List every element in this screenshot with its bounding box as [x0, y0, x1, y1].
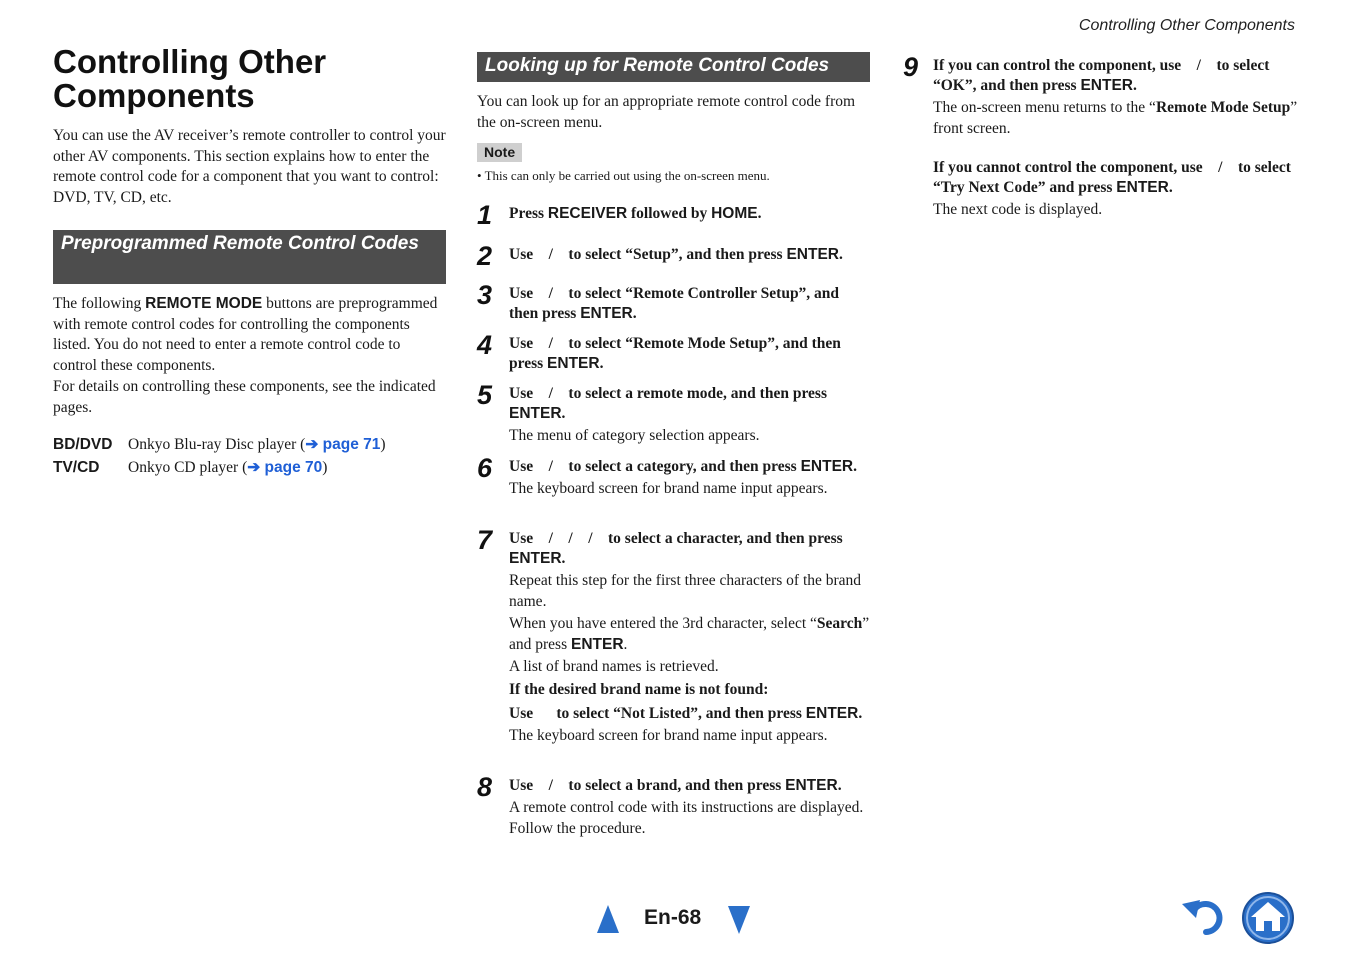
step-1: [477, 200, 870, 230]
step-number: 4: [477, 330, 493, 360]
details-paragraph: For details on controlling these components, see the indicated pages.: [53, 378, 436, 416]
remote-mode-keyword: REMOTE MODE: [145, 295, 263, 312]
page-link[interactable]: ➔ page 71: [305, 436, 381, 453]
step-number: 9: [903, 52, 919, 82]
step-number: 2: [477, 241, 493, 271]
preprogrammed-paragraph: The following REMOTE MODE buttons are preprogrammed with remote control codes for controlling the components listed. You do not need to enter a remote control code to control these components.: [53, 295, 438, 374]
section-heading-preprogrammed: Preprogrammed Remote Control Codes: [53, 230, 446, 284]
step-result: The menu of category selection appears.: [509, 427, 760, 444]
lookup-intro: You can look up for an appropriate remote control code from the on-screen menu.: [477, 93, 856, 131]
step-instruction: If you can control the component, use / to select “OK”, and then press ENTER.: [933, 57, 1274, 94]
remote-mode-desc: Onkyo CD player (➔ page 70): [128, 459, 328, 476]
step-number: 3: [477, 280, 493, 310]
step-result: The on-screen menu returns to the “Remote Mode Setup” front screen.: [933, 99, 1298, 137]
note-label: Note: [477, 143, 522, 162]
step-instruction: Use / to select a remote mode, and then press ENTER.: [509, 385, 831, 422]
home-icon[interactable]: [1241, 891, 1295, 945]
note-text: • This can only be carried out using the on-screen menu.: [477, 168, 770, 183]
alt-instruction: If you cannot control the component, use / to select “Try Next Code” and press ENTER.: [933, 159, 1295, 196]
sub-heading: If the desired brand name is not found:: [509, 680, 769, 698]
remote-mode-row: [53, 435, 446, 458]
step-instruction: Use / to select a brand, and then press ENTER.: [509, 777, 842, 794]
step-6: [477, 453, 870, 500]
remote-mode-desc: Onkyo Blu-ray Disc player (➔ page 71): [128, 436, 386, 453]
back-icon[interactable]: [1180, 894, 1230, 940]
step-number: 1: [477, 200, 493, 230]
page-number: En-68: [644, 906, 702, 929]
intro-paragraph: You can use the AV receiver’s remote controller to control your other AV components. This section explains how to enter the remote control code for a component that you want to control: DVD, TV, CD, etc.: [53, 127, 446, 206]
step-result: Repeat this step for the first three characters of the brand name.: [509, 572, 862, 610]
step-8: [477, 772, 870, 839]
step-9: [903, 52, 1298, 221]
page-link[interactable]: ➔ page 70: [247, 459, 323, 476]
step-instruction: Use / / / to select a character, and then press ENTER.: [509, 530, 847, 567]
running-header: Controlling Other Components: [1078, 17, 1295, 34]
step-3: [477, 280, 870, 324]
step-number: 5: [477, 380, 493, 410]
step-number: 6: [477, 453, 493, 483]
step-instruction: Press RECEIVER followed by HOME.: [509, 205, 762, 222]
step-number: 8: [477, 772, 493, 802]
step-7: [477, 525, 870, 746]
step-instruction: Use / to select “Remote Mode Setup”, and then press ENTER.: [509, 335, 845, 372]
step-4: [477, 330, 870, 374]
section-heading-lookup: Looking up for Remote Control Codes: [477, 52, 870, 82]
step-instruction: Use / to select “Remote Controller Setup”, and then press ENTER.: [509, 285, 843, 322]
remote-mode-key: BD/DVD: [53, 436, 113, 453]
step-result: The next code is displayed.: [933, 201, 1103, 218]
step-instruction: Use / to select a category, and then press ENTER.: [509, 458, 858, 475]
step-2: [477, 241, 870, 271]
step-result: A list of brand names is retrieved.: [509, 658, 719, 675]
page-title: Controlling Other Components: [53, 43, 327, 114]
step-5: [477, 380, 870, 447]
note-block: [477, 143, 870, 162]
step-result: When you have entered the 3rd character, select “Search” and press ENTER.: [509, 615, 870, 653]
remote-mode-list: [53, 435, 446, 481]
step-instruction: Use / to select “Setup”, and then press ENTER.: [509, 246, 843, 263]
remote-mode-row: [53, 458, 446, 481]
remote-mode-key: TV/CD: [53, 459, 100, 476]
step-result: The keyboard screen for brand name input appears.: [509, 726, 828, 744]
step-result: A remote control code with its instructions are displayed. Follow the procedure.: [509, 799, 864, 837]
sub-instruction: Use to select “Not Listed”, and then press ENTER.: [509, 704, 863, 722]
step-number: 7: [477, 525, 493, 555]
step-result: The keyboard screen for brand name input appears.: [509, 480, 828, 497]
